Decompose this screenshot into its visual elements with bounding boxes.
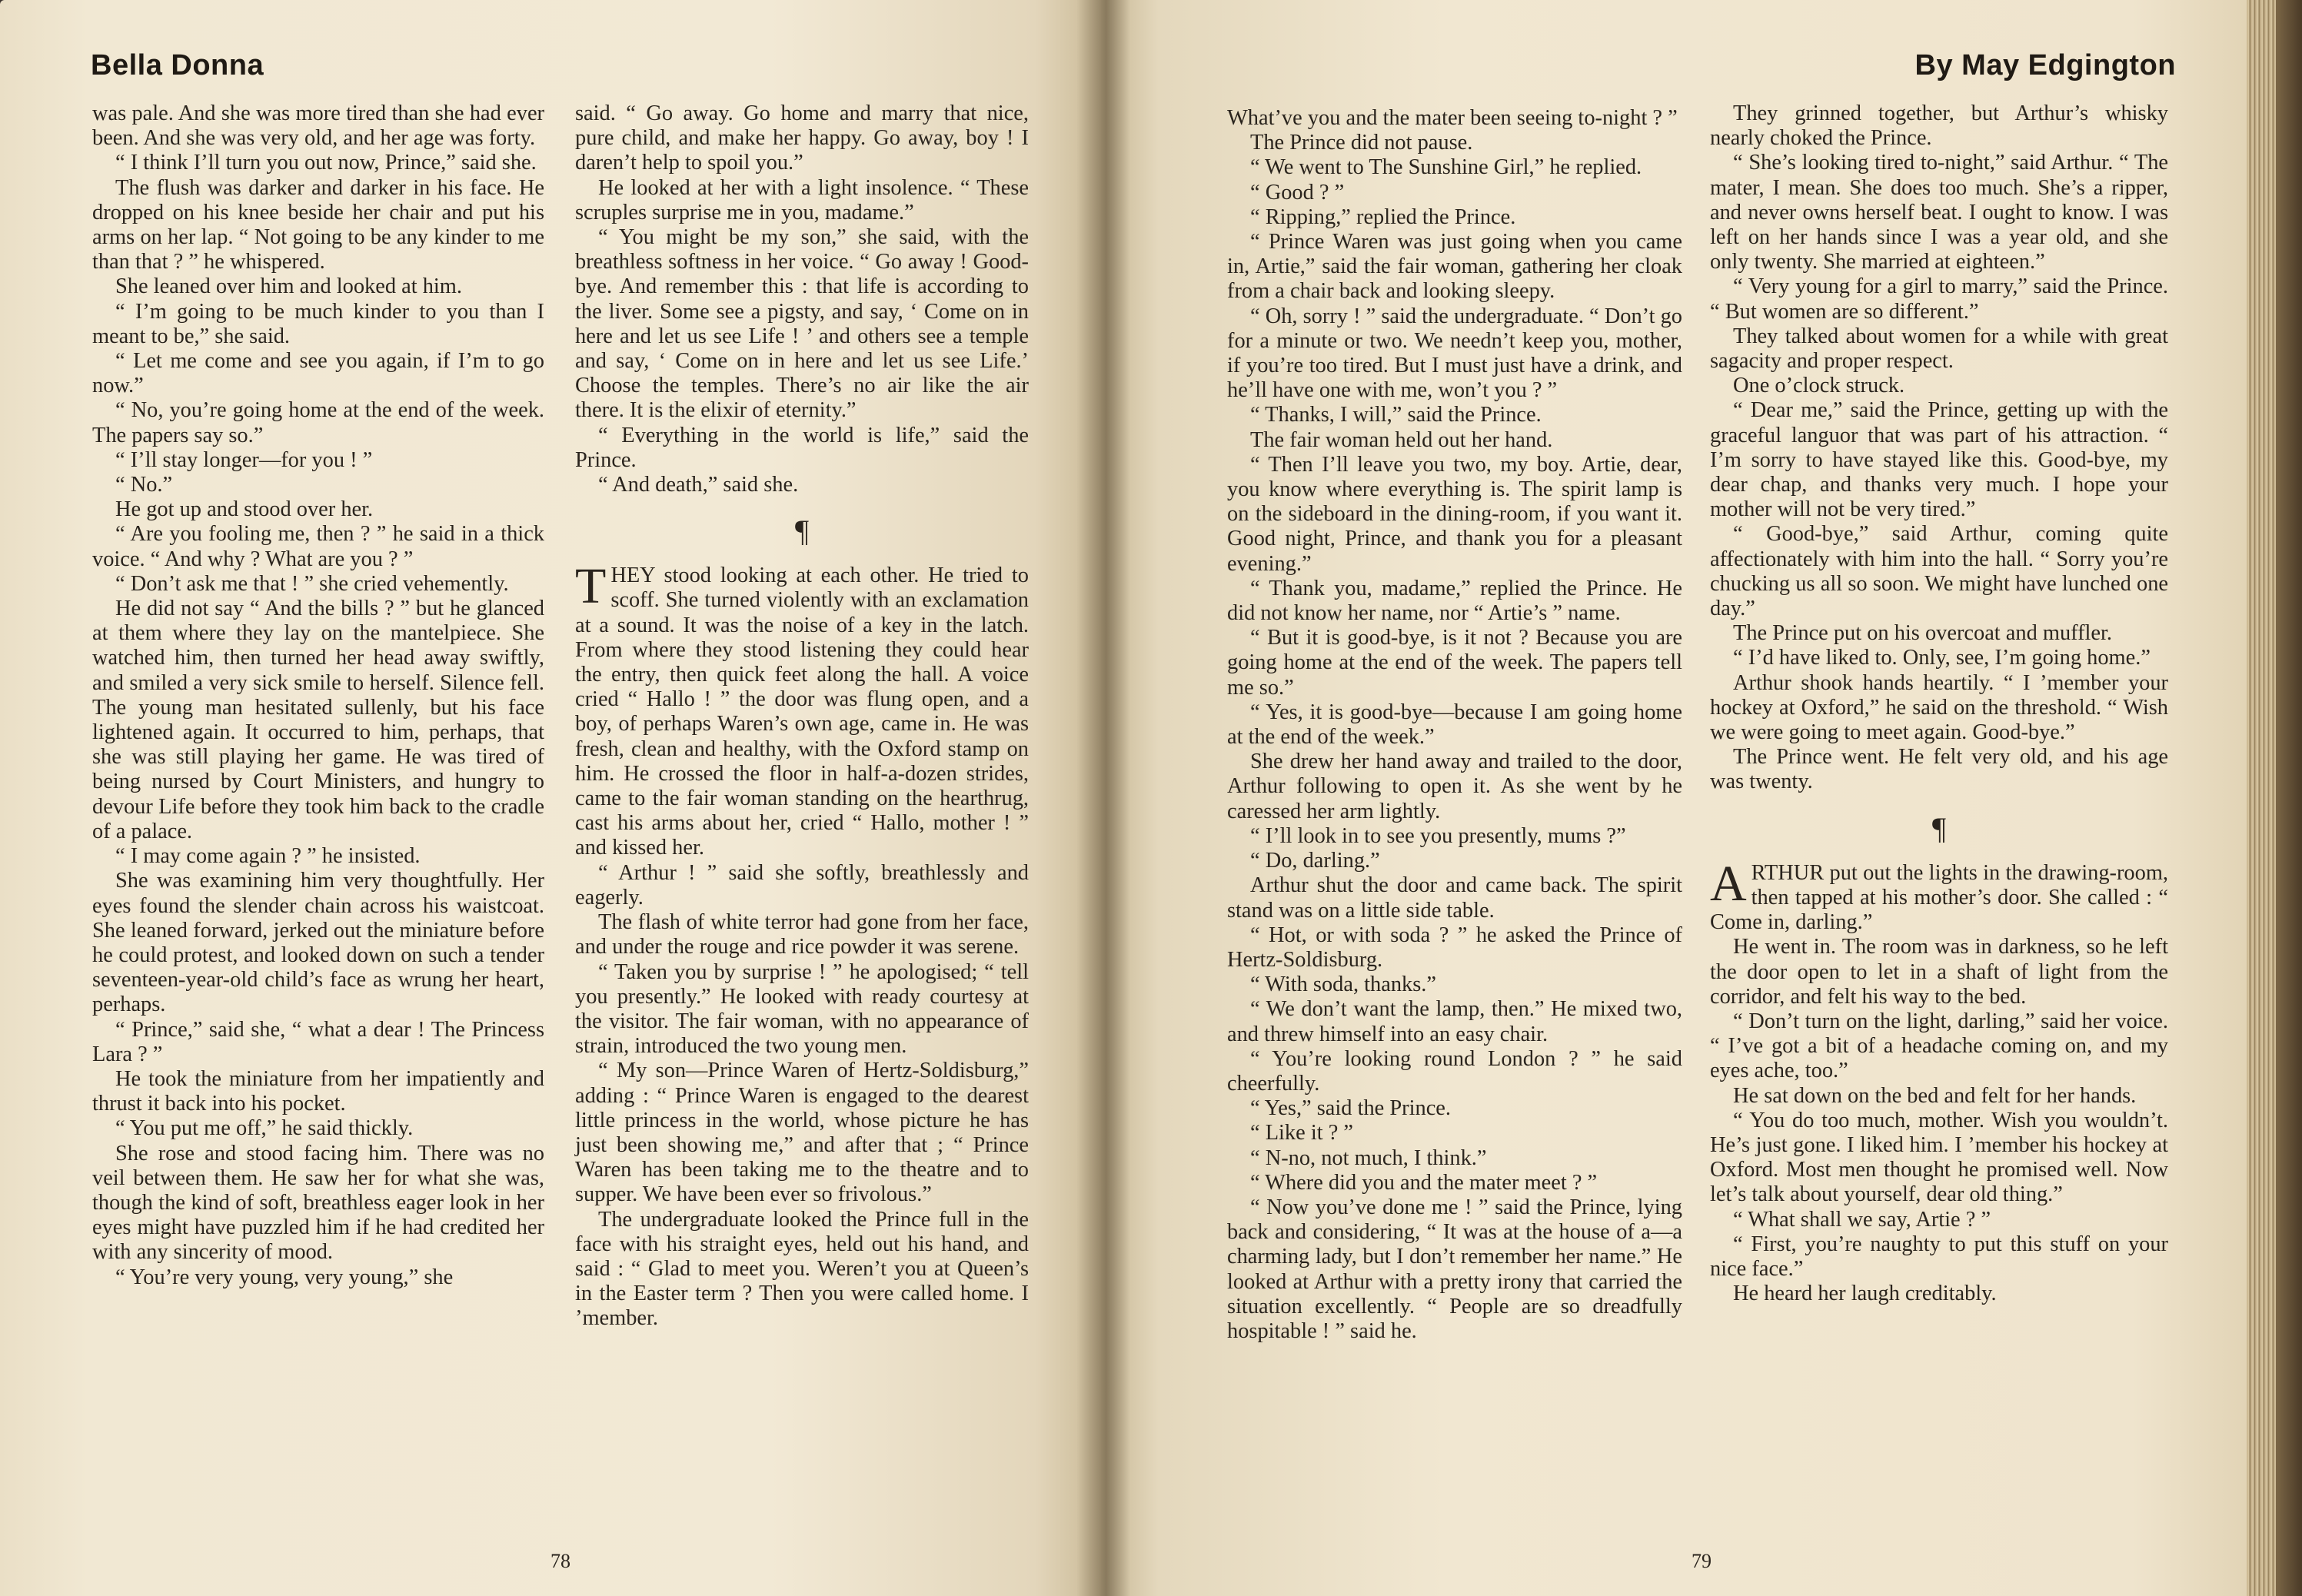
paragraph: “ Everything in the world is life,” said the Prince. [575, 423, 1029, 472]
paragraph: They grinned together, but Arthur’s whisky nearly choked the Prince. [1710, 101, 2168, 151]
paragraph: “ I think I’ll turn you out now, Prince,” said she. [115, 151, 537, 175]
running-head-right: By May Edgington [1914, 49, 2176, 81]
section-break-mark: ¶ [1931, 810, 1947, 846]
right-column-1 [1227, 106, 1682, 1344]
section-break-mark: ¶ [794, 514, 810, 549]
paragraph: “ I’m going to be much kinder to you than I meant to be,” she said. [92, 299, 544, 348]
paragraph: “ You do too much, mother. Wish you wouldn’t. He’s just gone. I liked him. I ’member his hockey at Oxford. Most men thought he promised well. Now let’s talk about yourself, dear old thing.” [1710, 1108, 2168, 1207]
paragraph: “ Thank you, madame,” replied the Prince. He did not know her name, nor “ Artie’s ” name. [1227, 576, 1682, 626]
paragraph: “ You might be my son,” she said, with the breathless softness in her voice. “ Go away ! Good-bye. And remember this : that life is according to the liver. Some see a pigsty, and say, ‘ Come on in here and let us see Life ! ’ and others see a temple and say, ‘ Come on in here and let us see Life.’ Choose the temples. There’s no air like the air there. It is the elixir of eternity.” [575, 225, 1029, 423]
paragraph: “ Very young for a girl to marry,” said the Prince. “ But women are so different.” [1710, 274, 2168, 324]
running-head-left: Bella Donna [91, 49, 264, 81]
paragraph: “ Oh, sorry ! ” said the undergraduate. “ Don’t go for a minute or two. We needn’t keep you, mother, if you’re too tired. But I must just have a drink, and he’ll have one with me, won’t you ? ” [1227, 304, 1682, 403]
paragraph: “ I’ll look in to see you presently, mums ?” [1250, 823, 1626, 848]
paragraph: “ Prince Waren was just going when you came in, Artie,” said the fair woman, gathering her cloak from a chair back and looking sleepy. [1227, 230, 1682, 304]
paragraph: He got up and stood over her. [115, 497, 374, 522]
paragraph: The Prince did not pause. [1250, 131, 1473, 155]
paragraph: He heard her laugh creditably. [1733, 1282, 1997, 1306]
paragraph: He sat down on the bed and felt for her hands. [1733, 1083, 2137, 1108]
paragraph: “ Good-bye,” said Arthur, coming quite affectionately with him into the hall. “ Sorry you’re chucking us all so soon. We might have lunched one day.” [1710, 522, 2168, 621]
paragraph: “ Do, darling.” [1250, 849, 1380, 873]
page-number-left: 78 [551, 1550, 571, 1572]
paragraph: He did not say “ And the bills ? ” but he glanced at them where they lay on the mantelpiece. She watched him, then turned her head away swiftly, and smiled a very sick smile to herself. Silence fell. The young man hesitated sullenly, but his face lightened again. It occurred to him, perhaps, that she was still playing her game. He was tired of being nursed by Court Ministers, and hungry to devour Life before they took him back to the cradle of a palace. [92, 597, 544, 843]
paragraph: “ You’re looking round London ? ” he said cheerfully. [1227, 1046, 1682, 1096]
paragraph: “ You put me off,” he said thickly. [115, 1116, 414, 1141]
paragraph: She drew her hand away and trailed to the door, Arthur following to open it. As she went by he caressed her arm lightly. [1227, 750, 1682, 823]
paragraph: What’ve you and the mater been seeing to-night ? ” [1227, 106, 1678, 130]
paragraph: “ With soda, thanks.” [1250, 973, 1436, 997]
right-column-2 [1710, 101, 2168, 1306]
book-cover-edge [2276, 0, 2302, 1596]
right-page [1101, 0, 2247, 1596]
section-opening-paragraph [1710, 855, 2168, 936]
paragraph: He took the miniature from her impatiently and thrust it back into his pocket. [92, 1066, 544, 1116]
paragraph: The flush was darker and darker in his face. He dropped on his knee beside her chair and put his arms on her lap. “ Not going to be any kinder to me than that ? ” he whispered. [92, 175, 544, 274]
paragraph: “ Now you’ve done me ! ” said the Prince, lying back and considering, “ It was at the house of a—a charming lady, but I don’t remember her name.” He looked at Arthur with a pretty irony that carried the situation excellently. “ People are so dreadfully hospitable ! ” said he. [1227, 1195, 1682, 1343]
paragraph: The fair woman held out her hand. [1250, 427, 1553, 452]
paragraph: “ Where did you and the mater meet ? ” [1250, 1170, 1598, 1195]
paragraph: “ Prince,” said she, “ what a dear ! The Princess Lara ? ” [92, 1017, 544, 1066]
paragraph: “ Don’t turn on the light, darling,” said her voice. “ I’ve got a bit of a headache coming on, and my eyes ache, too.” [1710, 1009, 2168, 1083]
paragraph: said. “ Go away. Go home and marry that nice, pure child, and make her happy. Go away, boy ! I daren’t help to spoil you.” [575, 101, 1029, 175]
paragraph: “ I may come again ? ” he insisted. [115, 844, 421, 869]
paragraph: The Prince went. He felt very old, and his age was twenty. [1710, 745, 2168, 794]
paragraph: The Prince put on his overcoat and muffler. [1733, 621, 2113, 646]
paragraph: “ You’re very young, very young,” she [115, 1265, 454, 1289]
paragraph: “ Good ? ” [1250, 180, 1345, 204]
paragraph: “ Then I’ll leave you two, my boy. Artie, dear, you know where everything is. The spirit lamp is on the sideboard in the dining-room, if you want it. Good night, Prince, and thank you for a pleasant evening.” [1227, 452, 1682, 576]
paragraph: “ No, you’re going home at the end of the week. The papers say so.” [92, 398, 544, 447]
section-opening-paragraph [575, 558, 1029, 860]
paragraph: was pale. And she was more tired than she had ever been. And she was very old, and her age was forty. [92, 101, 544, 151]
paragraph: “ I’d have liked to. Only, see, I’m going home.” [1733, 646, 2151, 670]
paragraph: “ First, you’re naughty to put this stuff on your nice face.” [1710, 1232, 2168, 1281]
paragraph: “ What shall we say, Artie ? ” [1733, 1207, 1991, 1232]
paragraph: The flash of white terror had gone from her face, and under the rouge and rice powder it was serene. [575, 910, 1029, 959]
paragraph: He looked at her with a light insolence. “ These scruples surprise me in you, madame.” [575, 175, 1029, 224]
paragraph: “ Don’t ask me that ! ” she cried vehemently. [115, 571, 509, 596]
drop-cap: A [1710, 855, 1747, 912]
paragraph: One o’clock struck. [1733, 374, 1905, 398]
paragraph: “ Let me come and see you again, if I’m to go now.” [92, 349, 544, 398]
paragraph: “ Arthur ! ” said she softly, breathlessly and eagerly. [575, 860, 1029, 909]
paragraph: “ She’s looking tired to-night,” said Arthur. “ The mater, I mean. She does too much. She’s a ripper, and never owns herself beat. I ought to know. I was left on her hands since I was a year old, and she only twenty. She married at eighteen.” [1710, 151, 2168, 274]
paragraph: “ Thanks, I will,” said the Prince. [1250, 403, 1542, 427]
left-column-2 [575, 101, 1029, 1332]
page-number-right: 79 [1692, 1550, 1712, 1572]
paragraph: “ Taken you by surprise ! ” he apologised; “ tell you presently.” He looked with ready courtesy at the visitor. The fair woman, with no appearance of strain, introduced the two young men. [575, 959, 1029, 1059]
paragraph: “ But it is good-bye, is it not ? Because you are going home at the end of the week. The papers tell me so.” [1227, 626, 1682, 700]
paragraph-text: HEY stood looking at each other. He tried to scoff. She turned violently with an exclamation at a sound. It was the noise of a key in the latch. From where they stood listening they could hear the entry, then quick feet along the hall. A voice cried “ Hallo ! ” the door was flung open, and a boy, of perhaps Waren’s own age, came in. He was fresh, clean and healthy, with the Oxford stamp on him. He crossed the floor in half-a-dozen strides, came to the fair woman standing on the hearthrug, cast his arms about her, cried “ Hallo, mother ! ” and kissed her. [575, 564, 1029, 860]
paragraph: “ No.” [115, 473, 173, 497]
paragraph: He went in. The room was in darkness, so he left the door open to let in a shaft of light from the corridor, and felt his way to the bed. [1710, 935, 2168, 1009]
paragraph: “ My son—Prince Waren of Hertz-Soldisburg,” adding : “ Prince Waren is engaged to the dearest little princess in the world, whose picture he has just been showing me,” and after that ; “ Prince Waren has been taking me to the theatre and to supper. We have been ever so frivolous.” [575, 1059, 1029, 1207]
paragraph: “ N-no, not much, I think.” [1250, 1145, 1487, 1170]
paragraph: She leaned over him and looked at him. [115, 274, 462, 299]
drop-cap: T [575, 558, 607, 615]
paragraph: “ Dear me,” said the Prince, getting up with the graceful languor that was part of his attraction. “ I’m sorry to have stayed like this. Good-bye, my dear chap, and thanks very much. I hope your mother will not be very tired.” [1710, 398, 2168, 522]
paragraph: The undergraduate looked the Prince full in the face with his straight eyes, held out his hand, and said : “ Glad to meet you. Weren’t you at Queen’s in the Easter term ? Then you were called home. I ’member. [575, 1207, 1029, 1331]
paragraph: “ I’ll stay longer—for you ! ” [115, 447, 373, 472]
paragraph: She was examining him very thoughtfully. Her eyes found the slender chain across his waistcoat. She leaned forward, jerked out the miniature before he could protest, and looked down on such a tender seventeen-year-old child’s face as wrung her heart, perhaps. [92, 869, 544, 1017]
paragraph: She rose and stood facing him. There was no veil between them. He saw her for what she was, though the kind of soft, breathless eager look in her eyes might have puzzled him if he had credited her with any sincerity of mood. [92, 1141, 544, 1265]
paragraph: Arthur shook hands heartily. “ I ’member your hockey at Oxford,” he said on the threshold. “ Wish we were going to meet again. Good-bye.” [1710, 670, 2168, 745]
paragraph: “ Yes, it is good-bye—because I am going home at the end of the week.” [1227, 700, 1682, 750]
paragraph: “ Yes,” said the Prince. [1250, 1096, 1451, 1121]
left-column-1 [92, 101, 544, 1290]
paragraph: “ Ripping,” replied the Prince. [1250, 204, 1516, 229]
paragraph: “ We went to The Sunshine Girl,” he replied. [1250, 155, 1642, 180]
paragraph: They talked about women for a while with great sagacity and proper respect. [1710, 324, 2168, 374]
left-page [0, 0, 1101, 1596]
paragraph: “ We don’t want the lamp, then.” He mixed two, and threw himself into an easy chair. [1227, 997, 1682, 1046]
paragraph-text: RTHUR put out the lights in the drawing-room, then tapped at his mother’s door. She called : “ Come in, darling.” [1710, 860, 2168, 935]
paragraph: “ Are you fooling me, then ? ” he said in a thick voice. “ And why ? What are you ? ” [92, 522, 544, 571]
paragraph: “ And death,” said she. [598, 473, 799, 497]
paragraph: “ Hot, or with soda ? ” he asked the Prince of Hertz-Soldisburg. [1227, 923, 1682, 972]
paragraph: Arthur shut the door and came back. The spirit stand was on a little side table. [1227, 873, 1682, 923]
paragraph: “ Like it ? ” [1250, 1121, 1353, 1145]
